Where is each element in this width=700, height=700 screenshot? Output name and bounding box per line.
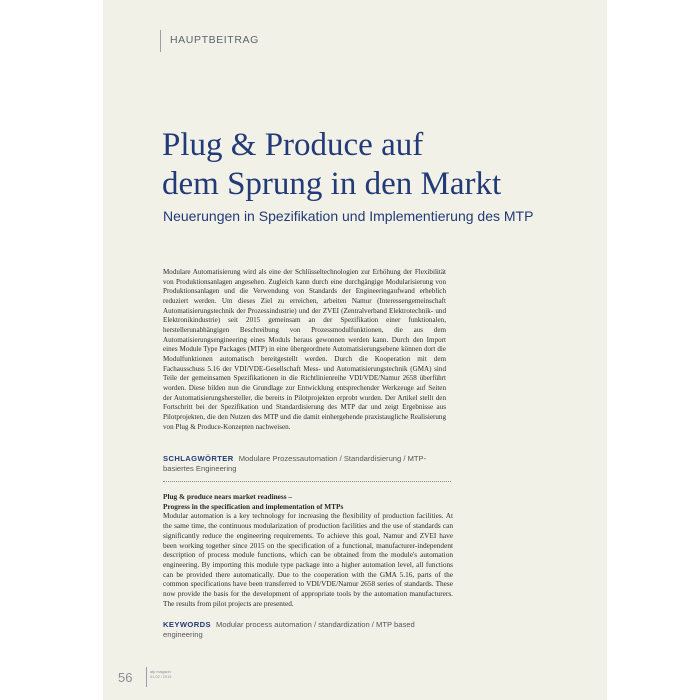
header-divider [160, 30, 161, 52]
section-label: HAUPTBEITRAG [170, 34, 259, 46]
keywords-english [163, 620, 453, 640]
article-title [162, 126, 592, 204]
keywords-english-text: Modular process automation / standardization / MTP based engineering [163, 620, 415, 639]
article-title-line-2: dem Sprung in den Markt [162, 166, 502, 202]
english-summary [163, 492, 453, 608]
english-title-line-1: Plug & produce nears market readiness – [163, 492, 293, 501]
keywords-german-text: Modulare Prozessautomation / Standardisierung / MTP-basiertes Engineering [163, 454, 427, 473]
abstract-german: Modulare Automatisierung wird als eine der Schlüsseltechnologien zur Erhöhung der Flexibilität von Produktionsanlagen angesehen. Zugleich kann durch eine durchgängige Modularisierung von Produktionsanlagen und die Verwendung von Standards der Engineeringaufwand erheblich reduziert werden. Um dieses Ziel zu erreichen, arbeiten Namur (Interessengemeinschaft Automatisierungstechnik der Prozessindustrie) und der ZVEI (Zentralverband Elektrotechnik- und Elektronikindustrie) seit 2015 gemeinsam an der Spezifikation einer funktionalen, herstellerunabhängigen Beschreibung von Prozessmodulfunktionen, die aus dem Automatisierungsengineering eines Moduls heraus gewonnen werden kann. Durch den Import eines Module Type Packages (MTP) in eine übergeordnete Automatisierungsebene können dort die Modulfunktionen automatisch bereitgestellt werden. Durch die Kooperation mit dem Fachausschuss 5.16 der VDI/VDE-Gesellschaft Mess- und Automatisierungstechnik (GMA) sind Teile der gemeinsamen Spezifikationen in die Richtlinienreihe VDI/VDE/Namur 2658 überführt worden. Diese bilden nun die Grundlage zur Entwicklung entsprechender Werkzeuge auf Seiten der Automatisierungshersteller, die bereits in Pilotprojekten erprobt wurden. Der Artikel stellt den Fortschritt bei der Spezifikation und Standardisierung des MTP dar und zeigt Ergebnisse aus Pilotprojekten, die den Nutzen des MTP und die damit einhergehende praxistaugliche Realisierung von Plug & Produce-Konzepten nachweisen. [163, 268, 446, 431]
footer-publication [150, 670, 171, 680]
article-subtitle: Neuerungen in Spezifikation und Implementierung des MTP [163, 208, 534, 224]
keywords-english-label: KEYWORDS [163, 620, 211, 629]
footer-issue: 01-02 / 2019 [150, 675, 172, 679]
english-abstract: Modular automation is a key technology for increasing the flexibility of production facilities. At the same time, the continuous modularization of production facilities and the use of standards can significantly reduce the engineering requirements. To achieve this goal, Namur and ZVEI have been working together since 2015 on the specification of a functional, manufacturer-independent description of process module functions, which can be obtained from the module's automation engineering. By importing this module type package into a higher automation level, all functions can be provided there automatically. Due to the cooperation with the GMA 5.16, parts of the common specifications have been transferred to VDI/VDE/Namur 2658 series of standards. These now provide the basis for the development of appropriate tools by the automation manufacturers. The results from pilot projects are presented. [163, 511, 453, 608]
keywords-german-label: SCHLAGWÖRTER [163, 454, 234, 463]
footer-publication-name: atp magazin [150, 670, 171, 674]
keywords-german [163, 454, 453, 474]
english-title-line-2: Progress in the specification and implementation of MTPs [163, 501, 344, 511]
footer-divider [146, 667, 147, 687]
page-number: 56 [118, 670, 133, 685]
article-title-line-1: Plug & Produce auf [162, 127, 424, 163]
section-divider [163, 481, 451, 482]
